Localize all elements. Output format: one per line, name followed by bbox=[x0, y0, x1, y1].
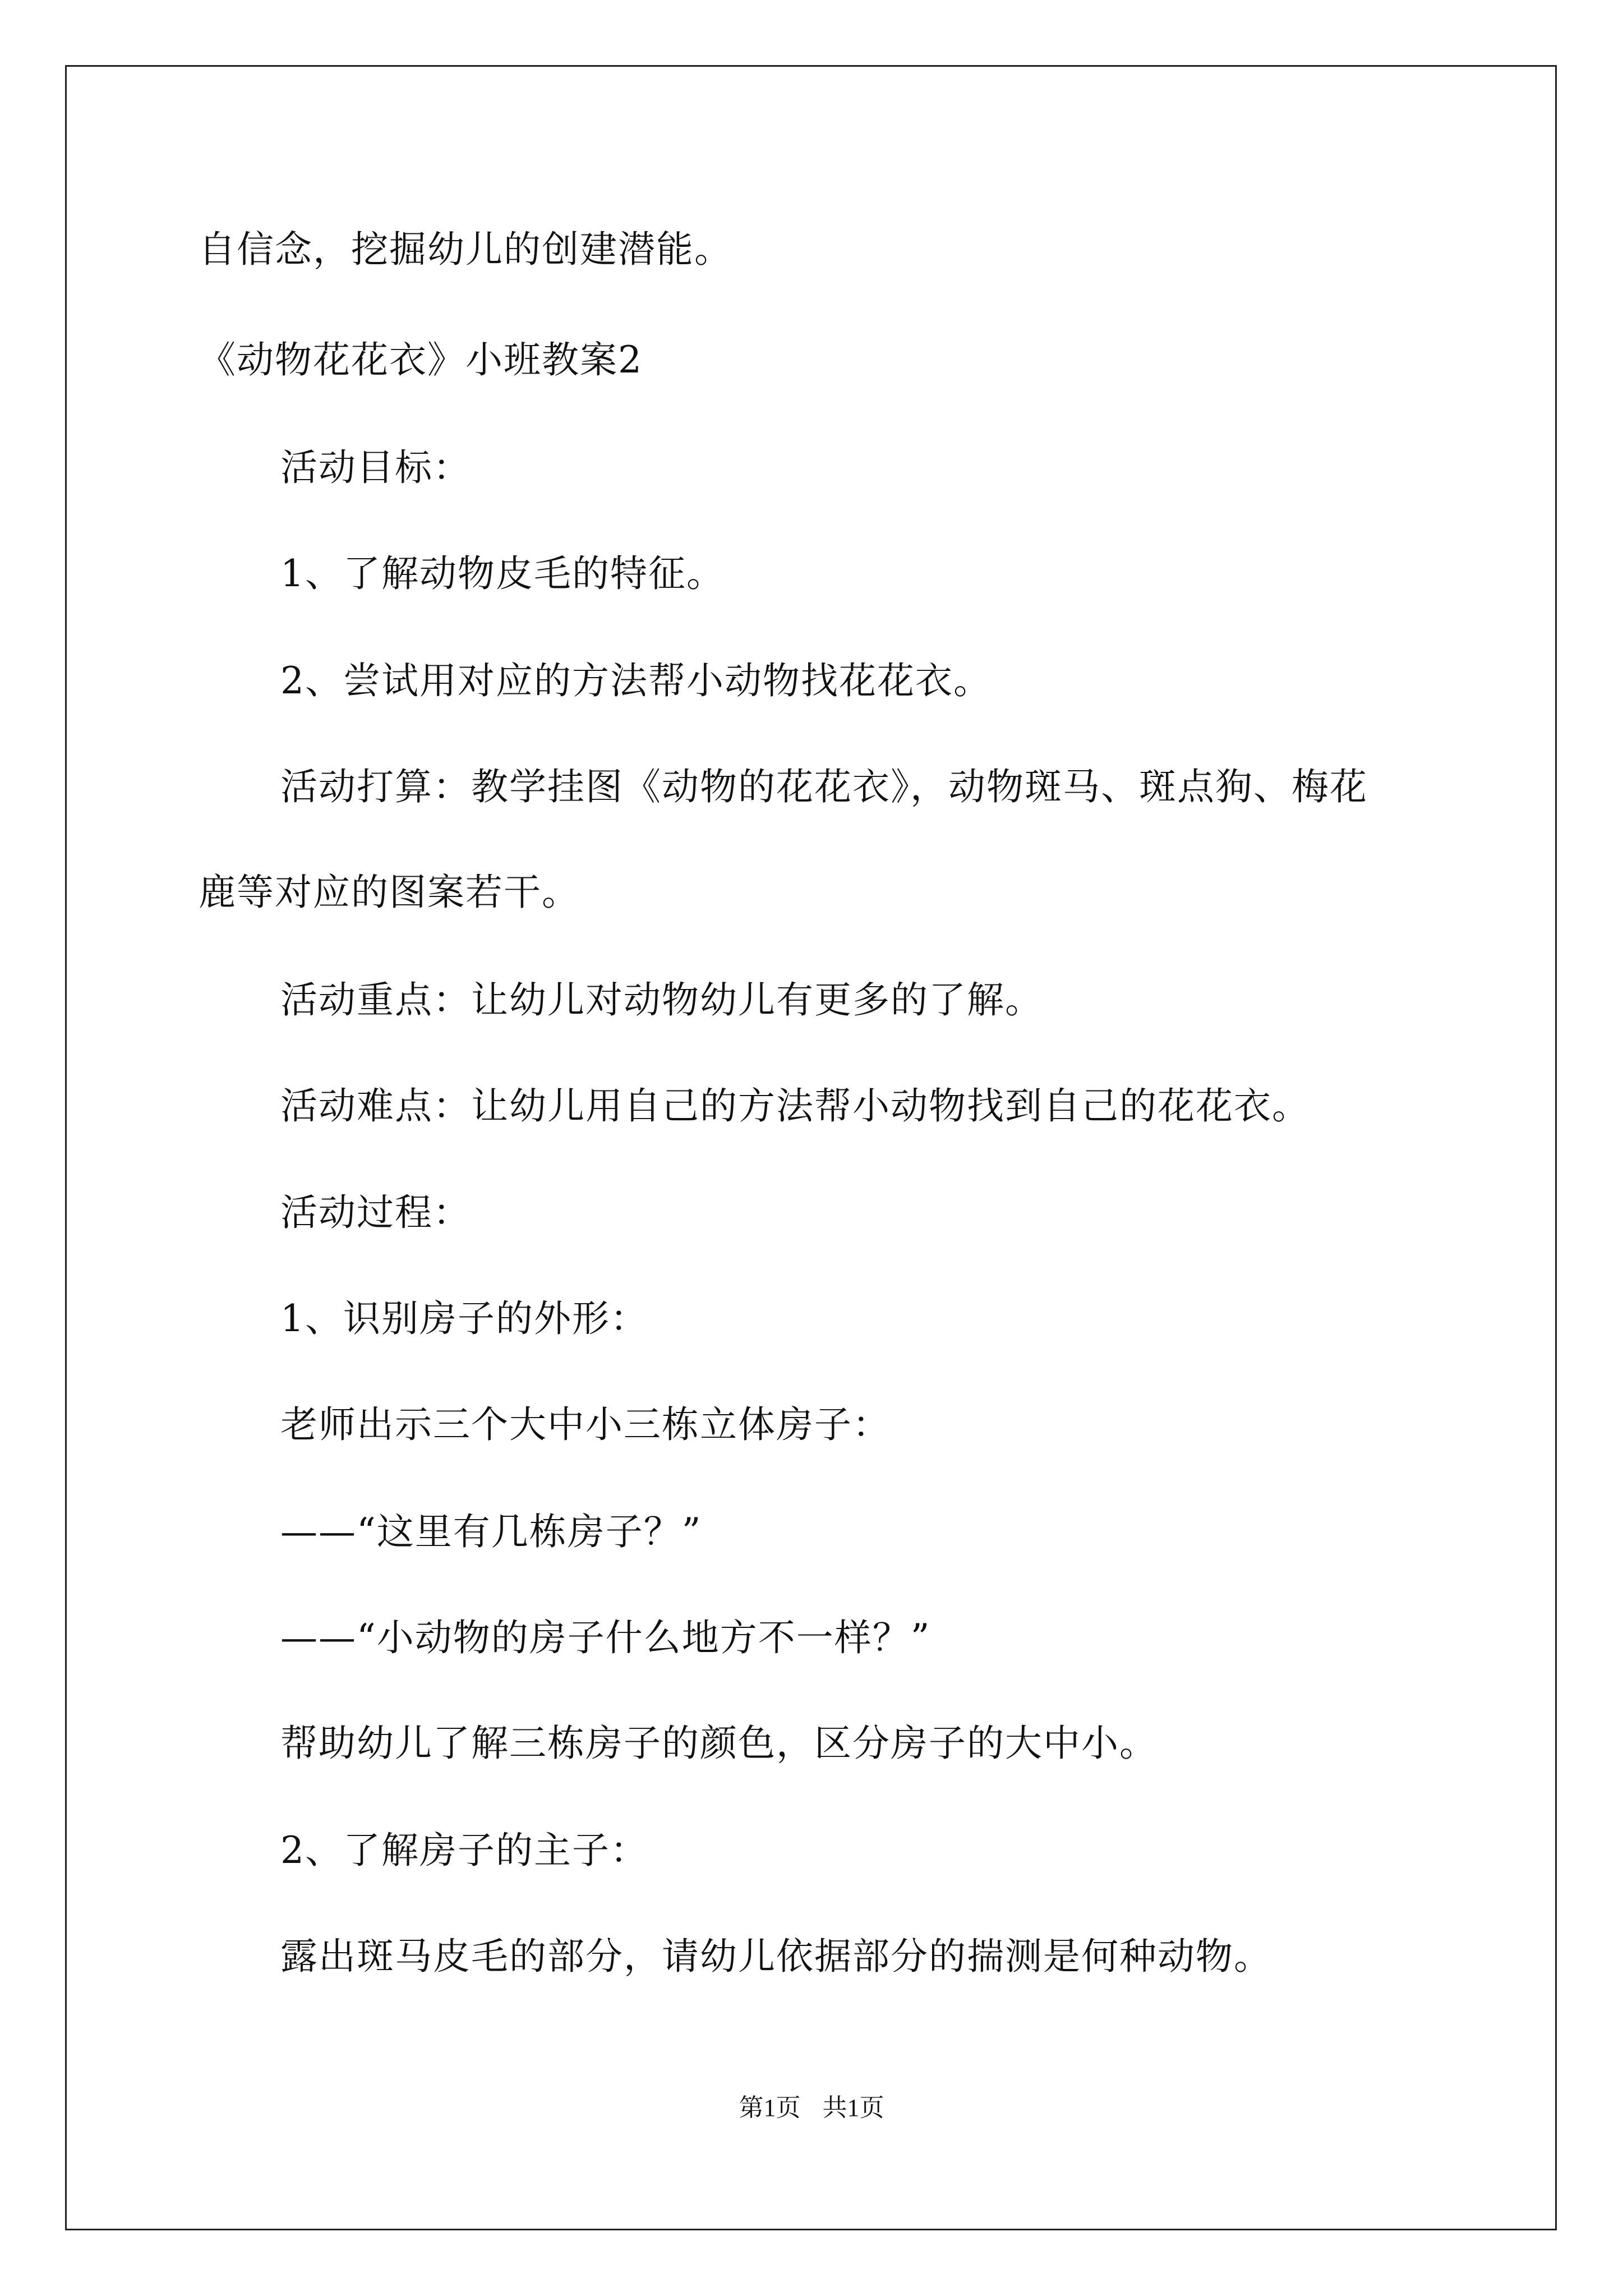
paragraph-line: 活动目标： bbox=[280, 446, 471, 489]
paragraph-line: 1、了解动物皮毛的特征。 bbox=[280, 552, 725, 595]
paragraph-line: 活动打算：教学挂图《动物的花花衣》，动物斑马、斑点狗、梅花 bbox=[280, 765, 1368, 808]
paragraph-line: ——“这里有几栋房子？” bbox=[280, 1510, 702, 1553]
paragraph-line: 2、尝试用对应的方法帮小动物找花花衣。 bbox=[280, 659, 992, 702]
page-number: 第1页 bbox=[739, 2094, 801, 2122]
page-footer bbox=[0, 2091, 1623, 2125]
paragraph-line: 露出斑马皮毛的部分，请幼儿依据部分的揣测是何种动物。 bbox=[280, 1935, 1272, 1978]
paragraph-line: 老师出示三个大中小三栋立体房子： bbox=[280, 1403, 891, 1446]
paragraph-line: 活动过程： bbox=[280, 1191, 471, 1234]
paragraph-line: 2、了解房子的主子： bbox=[280, 1829, 648, 1872]
section-title: 《动物花花衣》小班教案2 bbox=[199, 338, 643, 381]
paragraph-line: 活动重点：让幼儿对动物幼儿有更多的了解。 bbox=[280, 978, 1043, 1022]
paragraph-line: ——“小动物的房子什么地方不一样？” bbox=[280, 1616, 931, 1659]
paragraph-line: 活动难点：让幼儿用自己的方法帮小动物找到自己的花花衣。 bbox=[280, 1084, 1310, 1128]
page-total: 共1页 bbox=[822, 2094, 884, 2122]
paragraph-line: 鹿等对应的图案若干。 bbox=[199, 871, 580, 914]
paragraph-line: 帮助幼儿了解三栋房子的颜色，区分房子的大中小。 bbox=[280, 1722, 1158, 1765]
paragraph-line: 自信念，挖掘幼儿的创建潜能。 bbox=[199, 228, 732, 271]
paragraph-line: 1、识别房子的外形： bbox=[280, 1297, 648, 1340]
page-border bbox=[65, 65, 1557, 2230]
